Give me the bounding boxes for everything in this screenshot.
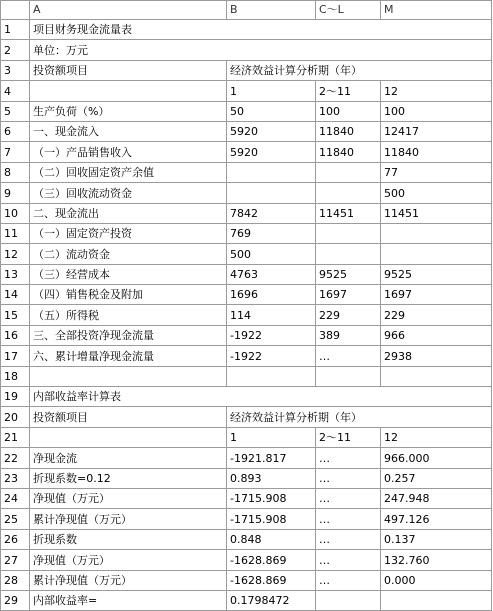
cell-b[interactable]: 经济效益计算分析期（年） [227,60,492,80]
cell-a[interactable]: 累计净现值（万元） [30,570,227,590]
cell-a[interactable]: （一）固定资产投资 [30,223,227,243]
cell-c-l[interactable]: 2～11 [316,427,381,447]
column-header-m[interactable]: M [381,1,492,20]
cell-a[interactable] [30,427,227,447]
cell-a[interactable]: （二）流动资金 [30,244,227,264]
cell-b[interactable] [227,366,316,386]
cell-a[interactable]: 项目财务现金流量表 [30,20,492,40]
column-header-a[interactable]: A [30,1,227,20]
cell-b[interactable]: 50 [227,101,316,121]
cell-m[interactable] [381,366,492,386]
cell-m[interactable]: 100 [381,101,492,121]
cell-b[interactable]: 4763 [227,264,316,284]
cell-a[interactable]: （五）所得税 [30,305,227,325]
table-row [1,387,492,407]
cell-b[interactable]: 0.893 [227,468,316,488]
cell-m[interactable]: 11451 [381,203,492,223]
cell-a[interactable]: 净现值（万元） [30,488,227,508]
row-number[interactable]: 23 [1,468,30,488]
cell-a[interactable]: 六、累计增量净现金流量 [30,346,227,366]
column-header-c-l[interactable]: C～L [316,1,381,20]
row-number[interactable]: 12 [1,244,30,264]
table-row [1,407,492,427]
table-row [1,366,492,386]
cell-b[interactable]: 5920 [227,121,316,141]
cell-c-l[interactable]: 389 [316,325,381,345]
table-row [1,305,492,325]
row-number[interactable]: 24 [1,488,30,508]
cell-c-l[interactable]: … [316,570,381,590]
cell-m[interactable] [381,244,492,264]
cell-m[interactable]: 966 [381,325,492,345]
table-row [1,244,492,264]
cell-c-l[interactable]: 11840 [316,121,381,141]
row-number[interactable]: 27 [1,550,30,570]
row-number[interactable]: 3 [1,60,30,80]
cell-m[interactable]: 2938 [381,346,492,366]
row-number[interactable]: 28 [1,570,30,590]
cell-a[interactable]: 净现金流 [30,448,227,468]
cell-m[interactable]: 12 [381,81,492,101]
row-number[interactable]: 18 [1,366,30,386]
cell-c-l[interactable]: 1697 [316,285,381,305]
cell-a[interactable]: 累计净现值（万元） [30,509,227,529]
cell-b[interactable]: -1628.869 [227,570,316,590]
cell-c-l[interactable]: … [316,509,381,529]
corner-cell[interactable] [1,1,30,20]
row-number[interactable]: 11 [1,223,30,243]
table-row [1,264,492,284]
cell-m[interactable]: 247.948 [381,488,492,508]
row-number[interactable]: 21 [1,427,30,447]
cell-m[interactable]: 11840 [381,142,492,162]
cell-b[interactable] [227,183,316,203]
table-row [1,40,492,60]
table-row [1,285,492,305]
row-number[interactable]: 14 [1,285,30,305]
cell-c-l[interactable]: 229 [316,305,381,325]
row-number[interactable]: 26 [1,529,30,549]
cell-c-l[interactable] [316,162,381,182]
cell-b[interactable] [227,162,316,182]
table-row [1,223,492,243]
cell-c-l[interactable]: … [316,488,381,508]
cell-m[interactable] [381,590,492,610]
cell-b[interactable]: 经济效益计算分析期（年） [227,407,492,427]
table-row [1,529,492,549]
row-number[interactable]: 13 [1,264,30,284]
table-row [1,468,492,488]
row-number[interactable]: 2 [1,40,30,60]
table-row [1,183,492,203]
cell-b[interactable]: 0.1798472 [227,590,316,610]
row-number[interactable]: 9 [1,183,30,203]
cell-a[interactable]: （一）产品销售收入 [30,142,227,162]
table-row [1,590,492,610]
row-number[interactable]: 20 [1,407,30,427]
cell-m[interactable]: 229 [381,305,492,325]
table-row [1,60,492,80]
table-row [1,448,492,468]
cell-c-l[interactable]: … [316,529,381,549]
cell-m[interactable] [381,223,492,243]
table-row [1,101,492,121]
table-row [1,346,492,366]
table-row [1,570,492,590]
cell-c-l[interactable]: 100 [316,101,381,121]
table-row [1,550,492,570]
cell-a[interactable] [30,81,227,101]
cell-a[interactable]: 净现值（万元） [30,550,227,570]
cell-b[interactable]: -1921.817 [227,448,316,468]
row-number[interactable]: 8 [1,162,30,182]
row-number[interactable]: 10 [1,203,30,223]
row-number[interactable]: 7 [1,142,30,162]
cell-a[interactable]: 二、现金流出 [30,203,227,223]
cell-m[interactable]: 966.000 [381,448,492,468]
table-row [1,325,492,345]
cell-c-l[interactable] [316,183,381,203]
cell-a[interactable]: 三、全部投资净现金流量 [30,325,227,345]
cell-c-l[interactable]: 9525 [316,264,381,284]
cell-b[interactable]: 500 [227,244,316,264]
cell-b[interactable]: 114 [227,305,316,325]
row-number[interactable]: 1 [1,20,30,40]
row-number[interactable]: 19 [1,387,30,407]
row-number[interactable]: 29 [1,590,30,610]
cell-a[interactable]: 内部收益率= [30,590,227,610]
cell-m[interactable]: 0.257 [381,468,492,488]
cell-b[interactable]: 1 [227,427,316,447]
cell-a[interactable]: 投资额项目 [30,60,227,80]
cell-m[interactable]: 0.000 [381,570,492,590]
cell-b[interactable]: 769 [227,223,316,243]
cell-a[interactable]: （三）回收流动资金 [30,183,227,203]
cell-a[interactable]: （四）销售税金及附加 [30,285,227,305]
cell-b[interactable]: -1715.908 [227,509,316,529]
table-row [1,162,492,182]
cell-a[interactable]: 折现系数=0.12 [30,468,227,488]
cell-a[interactable]: 生产负荷（%） [30,101,227,121]
row-number[interactable]: 6 [1,121,30,141]
table-row [1,81,492,101]
table-row [1,20,492,40]
cell-b[interactable]: 1696 [227,285,316,305]
cell-a[interactable] [30,366,227,386]
row-number[interactable]: 22 [1,448,30,468]
cell-m[interactable]: 0.137 [381,529,492,549]
table-row [1,509,492,529]
cell-c-l[interactable]: … [316,468,381,488]
row-number[interactable]: 16 [1,325,30,345]
cell-a[interactable]: 内部收益率计算表 [30,387,492,407]
cell-a[interactable]: （三）经营成本 [30,264,227,284]
cell-m[interactable]: 497.126 [381,509,492,529]
cell-a[interactable]: 投资额项目 [30,407,227,427]
cell-m[interactable]: 500 [381,183,492,203]
table-row [1,488,492,508]
cell-a[interactable]: （二）回收固定资产余值 [30,162,227,182]
cell-m[interactable]: 12 [381,427,492,447]
cell-b[interactable]: 5920 [227,142,316,162]
table-row [1,142,492,162]
cell-c-l[interactable]: 2～11 [316,81,381,101]
cell-m[interactable]: 132.760 [381,550,492,570]
cell-b[interactable]: 1 [227,81,316,101]
cell-m[interactable]: 12417 [381,121,492,141]
row-number[interactable]: 4 [1,81,30,101]
table-row [1,427,492,447]
row-number[interactable]: 5 [1,101,30,121]
cell-c-l[interactable]: … [316,346,381,366]
row-number[interactable]: 15 [1,305,30,325]
table-row [1,203,492,223]
cell-c-l[interactable] [316,366,381,386]
cell-b[interactable]: -1922 [227,346,316,366]
cell-c-l[interactable] [316,223,381,243]
cell-c-l[interactable] [316,244,381,264]
cell-m[interactable]: 77 [381,162,492,182]
cell-b[interactable]: -1715.908 [227,488,316,508]
column-header-b[interactable]: B [227,1,316,20]
row-number[interactable]: 25 [1,509,30,529]
cell-a[interactable]: 折现系数 [30,529,227,549]
cell-b[interactable]: 7842 [227,203,316,223]
cell-c-l[interactable]: … [316,550,381,570]
cell-c-l[interactable]: … [316,448,381,468]
cell-a[interactable]: 一、现金流入 [30,121,227,141]
cell-m[interactable]: 1697 [381,285,492,305]
row-number[interactable]: 17 [1,346,30,366]
cell-c-l[interactable]: 11840 [316,142,381,162]
cell-c-l[interactable] [316,590,381,610]
cell-c-l[interactable]: 11451 [316,203,381,223]
cell-b[interactable]: -1922 [227,325,316,345]
cell-b[interactable]: -1628.869 [227,550,316,570]
column-header-row [1,1,492,20]
grid-body [1,1,492,611]
cell-b[interactable]: 0.848 [227,529,316,549]
cell-a[interactable]: 单位：万元 [30,40,492,60]
cell-m[interactable]: 9525 [381,264,492,284]
table-row [1,121,492,141]
